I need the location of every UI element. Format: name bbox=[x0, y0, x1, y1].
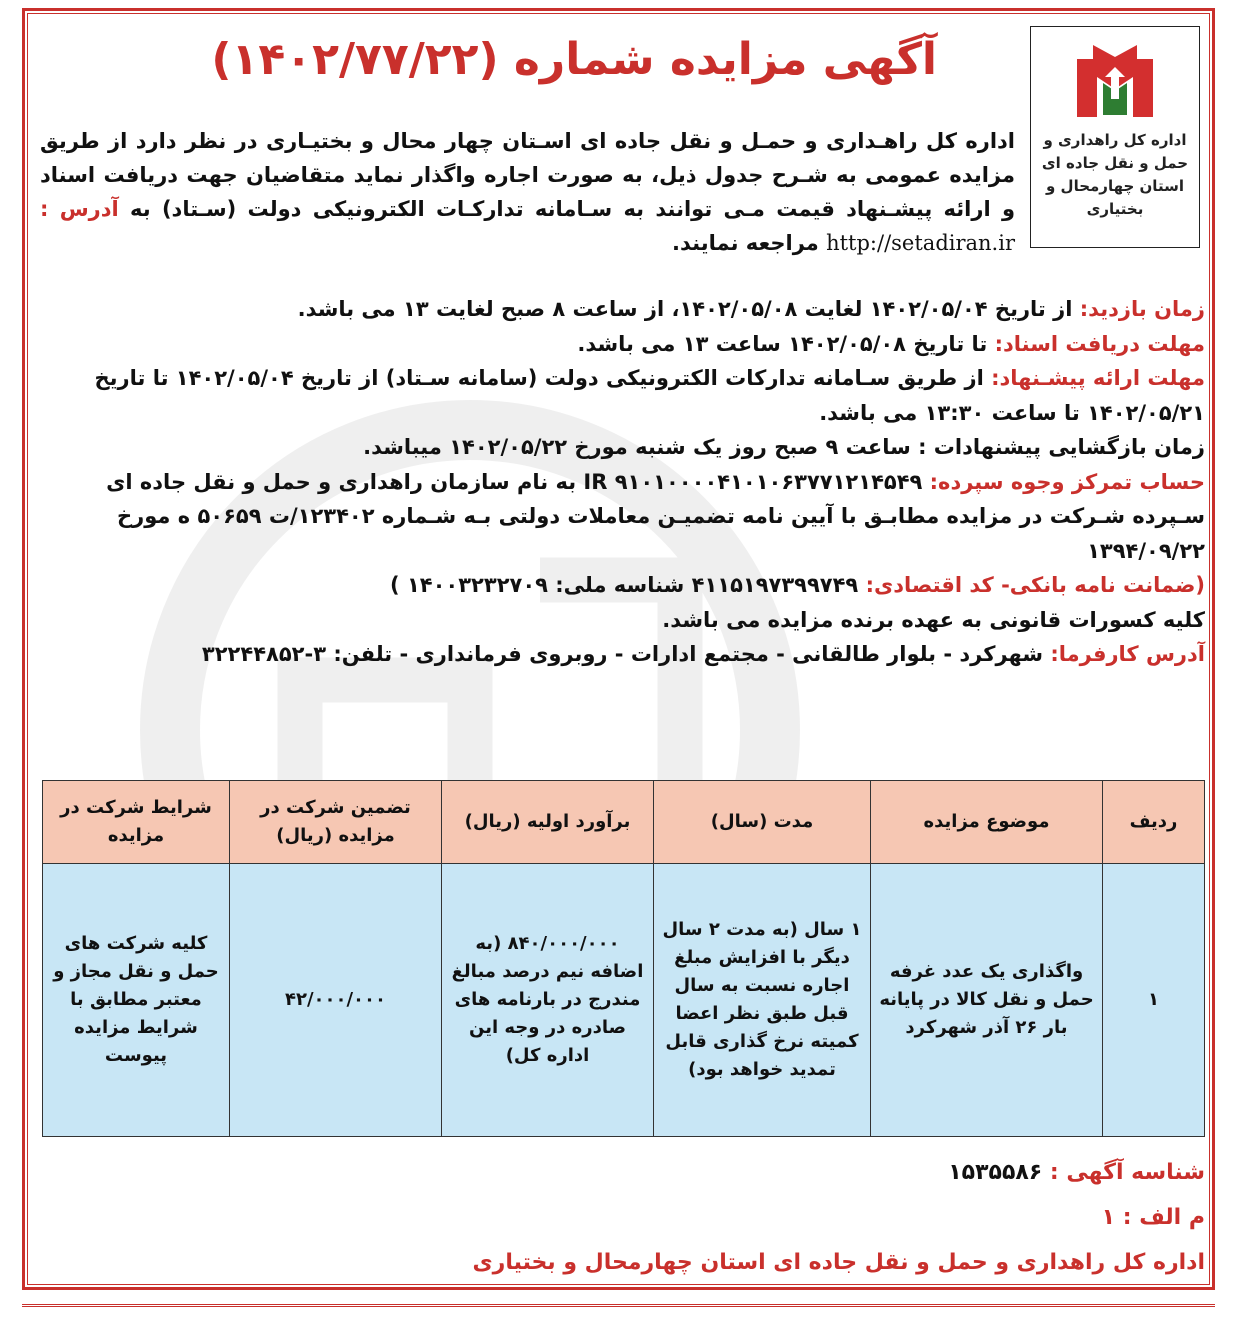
deposit-line bbox=[40, 465, 1205, 569]
opening-line: زمان بازگشایی پیشنهادات : ساعت ۹ صبح روز یک شنبه مورخ ۱۴۰۲/۰۵/۲۲ میباشد. bbox=[363, 435, 1205, 459]
header-subject: موضوع مزایده bbox=[871, 781, 1103, 864]
footer-org: اداره کل راهداری و حمل و نقل جاده ای استان چهارمحال و بختیاری bbox=[472, 1250, 1205, 1275]
deposit-text: IR ۹۱۰۱۰۰۰۰۴۱۰۱۰۶۳۷۷۱۲۱۴۵۴۹ به نام سازمان راهداری و حمل و نقل جاده ای سـپرده شـرکت در مزایده مطابـق با آیین نامه تضمیـن معاملات دولتی بـه شـماره ۱۲۳۴۰۲/ت ۵۰۶۵۹ ه مورخ ۱۳۹۴/۰۹/۲۲ bbox=[106, 469, 1205, 563]
cell-duration: ۱ سال (به مدت ۲ سال دیگر با افزایش مبلغ اجاره نسبت به سال قبل طبق نظر اعضا کمیته نرخ گذاری قابل تمدید خواهد بود) bbox=[654, 864, 871, 1137]
table-header-row bbox=[43, 781, 1205, 864]
header-row-number: ردیف bbox=[1103, 781, 1205, 864]
visit-label: زمان بازدید: bbox=[1079, 297, 1205, 321]
page-title: آگهی مزایده شماره (۱۴۰۲/۷۷/۲۲) bbox=[211, 34, 937, 85]
logo-box bbox=[1030, 26, 1200, 248]
guarantee-line bbox=[40, 568, 1205, 603]
offer-deadline-line bbox=[40, 361, 1205, 430]
cell-conditions: کلیه شرکت های حمل و نقل مجاز و معتبر مطابق با شرایط مزایده پیوست bbox=[43, 864, 230, 1137]
guarantee-text: ۴۱۱۵۱۹۷۳۹۹۷۴۹ شناسه ملی: ۱۴۰۰۳۲۳۲۷۰۹ ) bbox=[390, 573, 859, 597]
header-estimate: برآورد اولیه (ریال) bbox=[442, 781, 654, 864]
visit-line bbox=[40, 292, 1205, 327]
docs-deadline-text: تا تاریخ ۱۴۰۲/۰۵/۰۸ ساعت ۱۳ می باشد. bbox=[577, 331, 988, 356]
road-transport-logo-icon bbox=[1067, 37, 1163, 123]
m-alef: م الف : ۱ bbox=[1101, 1205, 1205, 1230]
header-guarantee: تضمین شرکت در مزایده (ریال) bbox=[230, 781, 442, 864]
employer-text: شهرکرد - بلوار طالقانی - مجتمع ادارات - روبروی فرمانداری - تلفن: ۳-۳۲۲۴۴۸۵۲ bbox=[201, 642, 1044, 666]
setad-link[interactable]: http://setadiran.ir bbox=[826, 231, 1015, 255]
notice-body bbox=[40, 292, 1205, 672]
offer-deadline-label: مهلت ارائه پیشـنهاد: bbox=[991, 366, 1205, 390]
cell-row-number: ۱ bbox=[1103, 864, 1205, 1137]
intro-tail: مراجعه نمایند. bbox=[672, 231, 819, 255]
intro-text: اداره کل راهـداری و حمـل و نقل جاده ای اسـتان چهار محال و بختیـاری در نظر دارد از طریق مزایده عمومی به شـرح جدول ذیل، به صورت اجاره واگذار نماید متقاضیان جهت دریافت اسناد و ارائه پیشـنهاد قیمت مـی توانند به سـامانه تدارکـات الکترونیکی دولت (سـتاد) به bbox=[40, 129, 1015, 221]
table-row bbox=[43, 864, 1205, 1137]
guarantee-label: (ضمانت نامه بانکی- کد اقتصادی: bbox=[865, 573, 1205, 597]
visit-text: از تاریخ ۱۴۰۲/۰۵/۰۴ لغایت ۱۴۰۲/۰۵/۰۸، از ساعت ۸ صبح لغایت ۱۳ می باشد. bbox=[297, 297, 1073, 321]
docs-deadline-line bbox=[40, 327, 1205, 362]
deposit-label: حساب تمرکز وجوه سپرده: bbox=[929, 469, 1205, 494]
address-label: آدرس : bbox=[40, 197, 119, 221]
notice-id-value: ۱۵۳۵۵۸۶ bbox=[948, 1160, 1043, 1185]
deductions-line: کلیه کسورات قانونی به عهده برنده مزایده می باشد. bbox=[662, 607, 1205, 632]
employer-line bbox=[40, 637, 1205, 672]
header-duration: مدت (سال) bbox=[654, 781, 871, 864]
cell-guarantee: ۴۲/۰۰۰/۰۰۰ bbox=[230, 864, 442, 1137]
intro-paragraph bbox=[40, 124, 1015, 260]
employer-label: آدرس کارفرما: bbox=[1050, 642, 1205, 666]
offer-deadline-text: از طریق سـامانه تدارکات الکترونیکی دولت (سامانه سـتاد) از تاریخ ۱۴۰۲/۰۵/۰۴ تا تاریخ ۱۴۰۲/۰۵/۲۱ تا ساعت ۱۳:۳۰ می باشد. bbox=[94, 366, 1205, 425]
header-conditions: شرایط شرکت در مزایده bbox=[43, 781, 230, 864]
bottom-rule bbox=[22, 1304, 1215, 1307]
cell-subject: واگذاری یک عدد غرفه حمل و نقل کالا در پایانه بار ۲۶ آذر شهرکرد bbox=[871, 864, 1103, 1137]
docs-deadline-label: مهلت دریافت اسناد: bbox=[994, 331, 1205, 356]
cell-estimate: ۸۴۰/۰۰۰/۰۰۰ (به اضافه نیم درصد مبالغ مندرج در بارنامه های صادره در وجه این اداره کل) bbox=[442, 864, 654, 1137]
logo-org-text: اداره کل راهداری و حمل و نقل جاده ای استان چهارمحال و بختیاری bbox=[1041, 131, 1189, 218]
notice-id bbox=[940, 1160, 1205, 1185]
auction-table bbox=[42, 780, 1205, 1137]
notice-id-label: شناسه آگهی : bbox=[1049, 1160, 1205, 1185]
